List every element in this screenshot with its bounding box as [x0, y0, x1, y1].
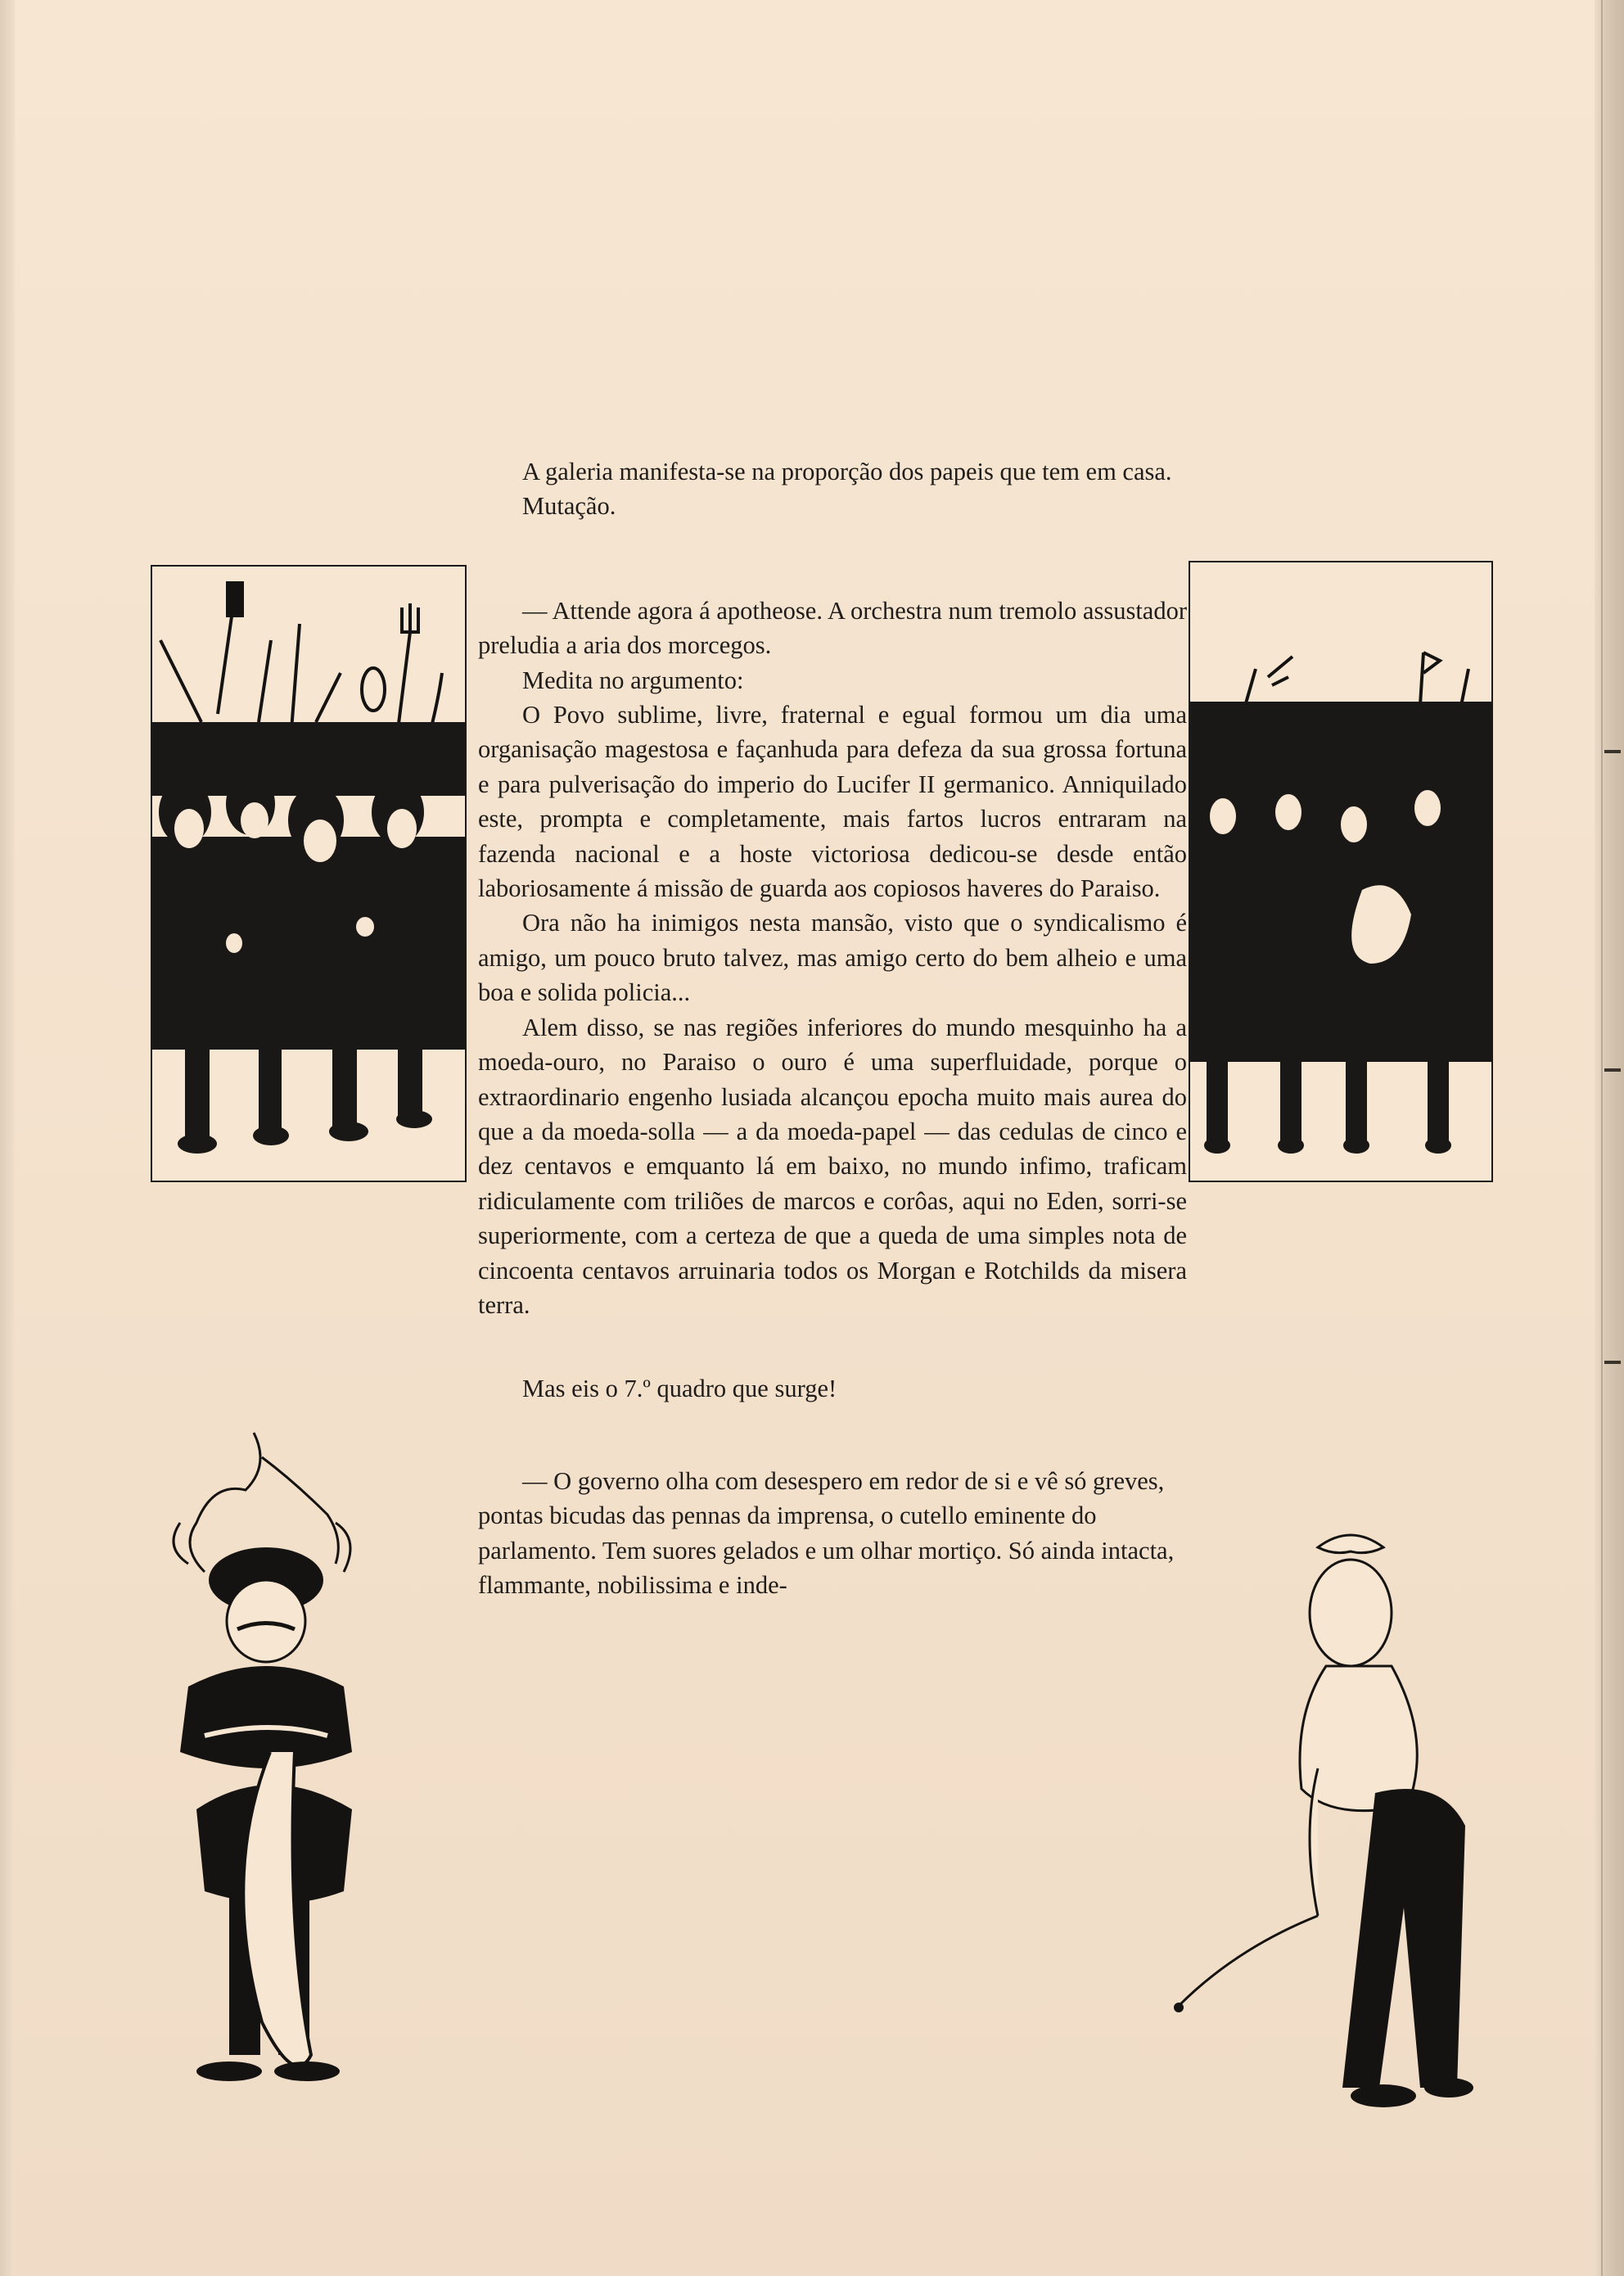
thinking-man-figure	[1072, 1523, 1498, 2145]
binding-mark	[1604, 750, 1621, 753]
paragraph-mutacao: Mutação.	[522, 492, 616, 521]
binding-mark	[1604, 1068, 1621, 1072]
crowd-drawing-left	[152, 567, 465, 1181]
paragraph-galeria: A galeria manifesta-se na proporção dos papeis que tem em casa.	[522, 458, 1172, 485]
kaiser-caricature	[131, 1425, 409, 2161]
paragraph-povo: O Povo sublime, livre, fraternal e egual formou um dia uma organisação magestosa e façanhuda para defeza da sua grossa fortuna e para pulverisação do imperio do Lucifer II germanico. Anniquilado este, prompta e completamente, mais fartos lucros entraram na fazenda nacional e a hoste victoriosa dedicou-se desde então laboriosamente á missão de guarda aos copiosos haveres do Paraiso.	[478, 701, 1187, 903]
binding-mark	[1604, 1361, 1621, 1364]
page-left-margin	[0, 0, 15, 2276]
paragraph-inimigos: Ora não ha inimigos nesta mansão, visto que o syndicalismo é amigo, um pouco bruto talvez, mas amigo certo do bem alheio e uma boa e solida policia...	[478, 909, 1187, 1007]
page-right-fold	[1595, 0, 1624, 2276]
paragraph-quadro: Mas eis o 7.º quadro que surge!	[522, 1375, 837, 1403]
fold-line	[1601, 0, 1603, 2276]
kaiser-drawing	[131, 1425, 409, 2161]
thinking-man-drawing	[1072, 1523, 1498, 2145]
article-text	[478, 454, 1187, 1602]
paragraph-moeda: Alem disso, se nas regiões inferiores do mundo mesquinho ha a moeda-ouro, no Paraiso o ouro é uma superfluidade, porque o extraordinario engenho lusiada alcançou epocha muito mais aurea do que a da moeda-solla — a da moeda-papel — das cedulas de cinco e dez centavos e emquanto lá em baixo, no mundo infimo, traficam ridiculamente com triliões de marcos e corôas, aqui no Eden, sorri-se superiormente, com a certeza de que a queda de uma simples nota de cincoenta centavos arruinaria todos os Morgan e Rotchilds da misera terra.	[478, 1013, 1187, 1319]
crowd-drawing-right	[1190, 562, 1491, 1181]
right-crowd-illustration	[1189, 561, 1493, 1182]
paragraph-apotheose: — Attende agora á apotheose. A orchestra num tremolo assustador preludia a aria dos morcegos.	[478, 596, 1187, 660]
left-crowd-illustration	[151, 565, 467, 1182]
paragraph-governo: — O governo olha com desespero em redor de si e vê só greves, pontas bicudas das pennas da imprensa, o cutello eminente do parlamento. Tem suores gelados e um olhar mortiço. Só ainda intacta, flammante, nobilissima e inde-	[478, 1466, 1175, 1599]
paragraph-medita: Medita no argumento:	[522, 666, 744, 694]
